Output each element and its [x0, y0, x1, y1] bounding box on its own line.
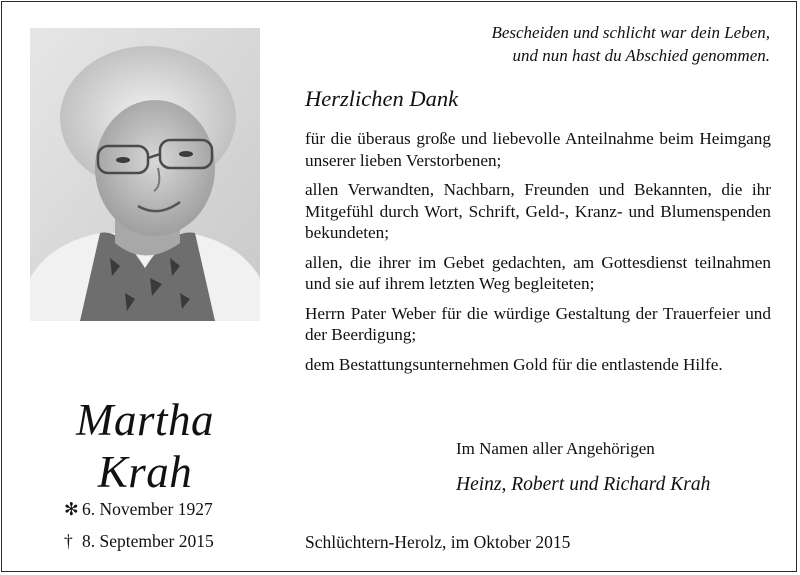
portrait-photo — [30, 28, 260, 321]
motto-verse — [430, 21, 770, 67]
death-date-line — [64, 530, 214, 552]
deceased-last-name: Krah — [97, 447, 193, 497]
place-and-date: Schlüchtern-Herolz, im Oktober 2015 — [305, 532, 571, 552]
death-date: 8. September 2015 — [82, 531, 214, 551]
portrait-photo-art — [30, 28, 260, 321]
thanks-paragraph: dem Bestattungsunternehmen Gold für die entlastende Hilfe. — [305, 354, 723, 374]
birth-date: 6. November 1927 — [82, 499, 213, 519]
deceased-first-name: Martha — [76, 395, 214, 445]
thanks-paragraph: Herrn Pater Weber für die würdige Gestaltung der Trauerfeier und der Beerdigung; — [305, 303, 771, 344]
thanks-body — [305, 128, 771, 383]
motto-line-2: und nun hast du Abschied genommen. — [512, 46, 770, 65]
motto-line-1: Bescheiden und schlicht war dein Leben, — [491, 23, 770, 42]
signoff-text: Im Namen aller Angehörigen — [456, 439, 655, 458]
thanks-paragraph: allen Verwandten, Nachbarn, Freunden und Bekannten, die ihr Mitgefühl durch Wort, Schrift, Geld-, Kranz- und Blumenspenden bekundeten; — [305, 180, 771, 242]
thanks-paragraph: allen, die ihrer im Gebet gedachten, am Gottesdienst teilnahmen und sie auf ihrem letzten Weg begleiteten; — [305, 252, 771, 293]
birth-star-icon: ✻ — [64, 499, 79, 519]
signers-names: Heinz, Robert und Richard Krah — [456, 474, 711, 495]
death-cross-icon: † — [64, 531, 73, 551]
thanks-paragraph: für die überaus große und liebevolle Anteilnahme beim Heimgang unserer lieben Verstorbenen; — [305, 129, 771, 170]
thanks-heading: Herzlichen Dank — [305, 86, 459, 111]
birth-date-line — [64, 498, 213, 520]
